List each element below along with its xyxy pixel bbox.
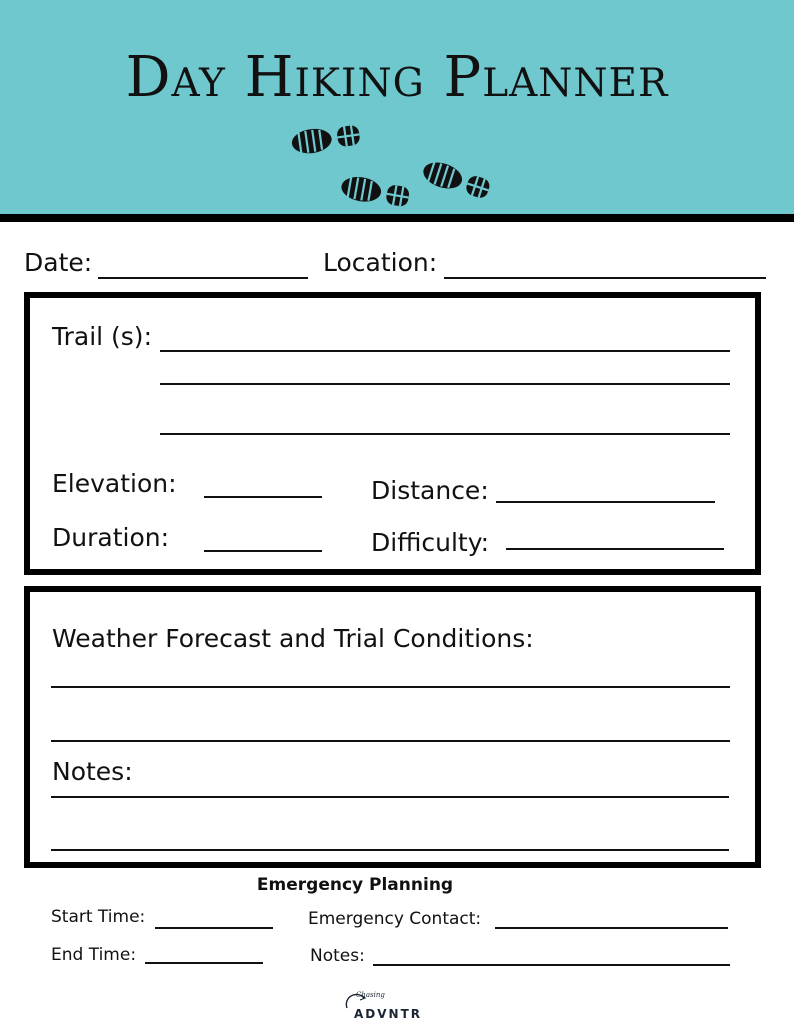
end-time-field[interactable]	[145, 962, 263, 964]
logo-script: Chasing	[356, 991, 385, 999]
start-time-field[interactable]	[155, 927, 273, 929]
emergency-title: Emergency Planning	[256, 875, 454, 895]
emergency-contact-field[interactable]	[495, 927, 728, 929]
trail-field-3[interactable]	[160, 433, 730, 435]
footprints-icon	[280, 120, 520, 215]
difficulty-field[interactable]	[506, 548, 724, 550]
duration-field[interactable]	[204, 550, 322, 552]
start-time-label: Start Time:	[51, 907, 146, 927]
distance-field[interactable]	[496, 501, 715, 503]
notes-field-2[interactable]	[51, 849, 729, 851]
date-field[interactable]	[98, 277, 308, 279]
end-time-label: End Time:	[51, 945, 137, 965]
logo-name: ADVNTR	[354, 1007, 423, 1021]
location-field[interactable]	[444, 277, 766, 279]
notes-label: Notes:	[52, 757, 133, 786]
elevation-label: Elevation:	[52, 469, 177, 498]
trail-field-2[interactable]	[160, 383, 730, 385]
brand-logo	[340, 988, 430, 1024]
emergency-notes-label: Notes:	[310, 946, 365, 966]
elevation-field[interactable]	[204, 496, 322, 498]
header-banner	[0, 0, 794, 214]
notes-field-1[interactable]	[51, 796, 729, 798]
weather-field-2[interactable]	[51, 740, 730, 742]
trail-field-1[interactable]	[160, 350, 730, 352]
weather-field-1[interactable]	[51, 686, 730, 688]
distance-label: Distance:	[371, 476, 489, 505]
difficulty-label: Difficulty:	[371, 528, 490, 557]
page-title: Day Hiking Planner	[125, 45, 669, 110]
header-divider	[0, 214, 794, 222]
trail-label: Trail (s):	[52, 322, 152, 351]
date-label: Date:	[24, 248, 93, 277]
weather-label: Weather Forecast and Trial Conditions:	[52, 624, 534, 653]
duration-label: Duration:	[52, 523, 170, 552]
emergency-contact-label: Emergency Contact:	[308, 909, 482, 929]
location-label: Location:	[323, 248, 438, 277]
emergency-notes-field[interactable]	[373, 964, 730, 966]
